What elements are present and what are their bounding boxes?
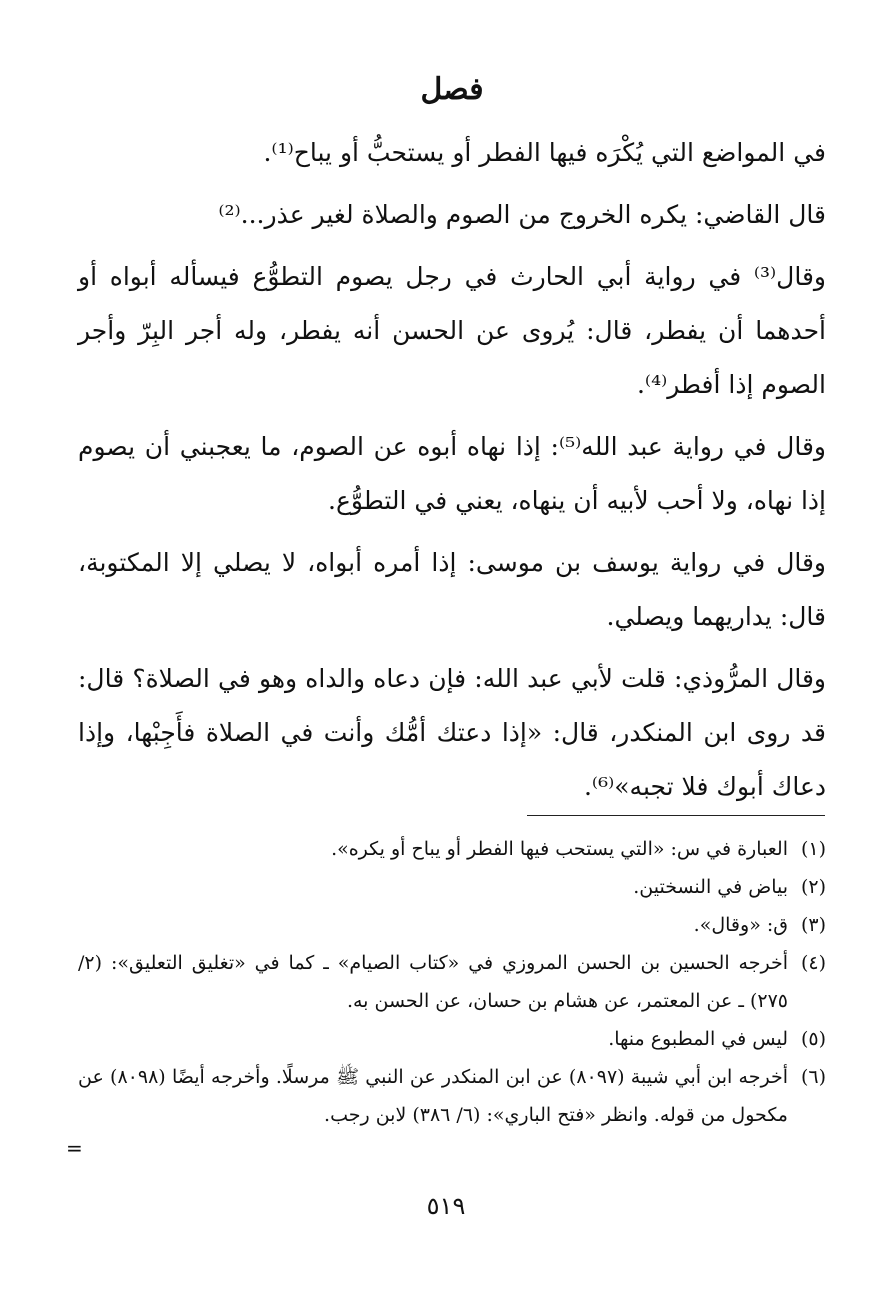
footnote-3: [78, 906, 826, 944]
footnote-text: العبارة في س: «التي يستحب فيها الفطر أو يباح أو يكره».: [331, 838, 788, 860]
footnote-text: بياض في النسختين.: [633, 876, 788, 898]
page-body: [78, 60, 826, 822]
paragraph-1: في المواضع التي يُكْرَه فيها الفطر أو يستحبُّ أو يباح⁽¹⁾.: [263, 138, 826, 167]
footnote-number: (٣): [800, 914, 826, 936]
footnotes-divider: [527, 815, 825, 816]
paragraph-3: وقال⁽³⁾ في رواية أبي الحارث في رجل يصوم التطوُّع فيسأله أبواه أو أحدهما أن يفطر، قال: يُروى عن الحسن أنه يفطر، وله أجر البِرّ وأجر الصوم إذا أفطر⁽⁴⁾.: [78, 262, 826, 399]
footnote-number: (١): [800, 838, 826, 860]
footnote-6: [78, 1058, 826, 1134]
paragraph-6: وقال المرُّوذي: قلت لأبي عبد الله: فإن دعاه والداه وهو في الصلاة؟ قال: قد روى ابن المنكدر، قال: «إذا دعتك أمُّك وأنت في الصلاة فأَجِبْها، وإذا دعاك أبوك فلا تجبه»⁽⁶⁾.: [78, 664, 826, 801]
continuation-mark: =: [66, 1136, 83, 1160]
footnote-number: (٤): [800, 952, 826, 974]
footnote-1: [78, 830, 826, 868]
footnote-5: [78, 1020, 826, 1058]
footnote-number: (٢): [800, 876, 826, 898]
footnotes: [78, 830, 826, 1134]
footnote-number: (٥): [800, 1028, 826, 1050]
footnote-text: ق: «وقال».: [693, 914, 788, 936]
footnote-4: [78, 944, 826, 1020]
footnote-number: (٦): [800, 1066, 826, 1088]
paragraph-5: وقال في رواية يوسف بن موسى: إذا أمره أبواه، لا يصلي إلا المكتوبة، قال: يداريهما ويصلي.: [78, 548, 826, 631]
section-title: فصل: [420, 72, 484, 107]
paragraph-4: وقال في رواية عبد الله⁽⁵⁾: إذا نهاه أبوه عن الصوم، ما يعجبني أن يصوم إذا نهاه، ولا أحب لأبيه أن ينهاه، يعني في التطوُّع.: [78, 432, 826, 515]
footnote-text: أخرجه الحسين بن الحسن المروزي في «كتاب الصيام» ـ كما في «تغليق التعليق»: (٢/ ٢٧٥) ـ عن المعتمر، عن هشام بن حسان، عن الحسن به.: [78, 952, 788, 1012]
footnote-2: [78, 868, 826, 906]
paragraph-2: قال القاضي: يكره الخروج من الصوم والصلاة لغير عذر...⁽²⁾: [218, 200, 826, 229]
footnote-text: ليس في المطبوع منها.: [608, 1028, 788, 1050]
page-number: ٥١٩: [426, 1192, 466, 1220]
footnote-text: أخرجه ابن أبي شيبة (٨٠٩٧) عن ابن المنكدر عن النبي ﷺ مرسلًا. وأخرجه أيضًا (٨٠٩٨) عن مكحول من قوله. وانظر «فتح الباري»: (٦/ ٣٨٦) لابن رجب.: [78, 1066, 788, 1126]
